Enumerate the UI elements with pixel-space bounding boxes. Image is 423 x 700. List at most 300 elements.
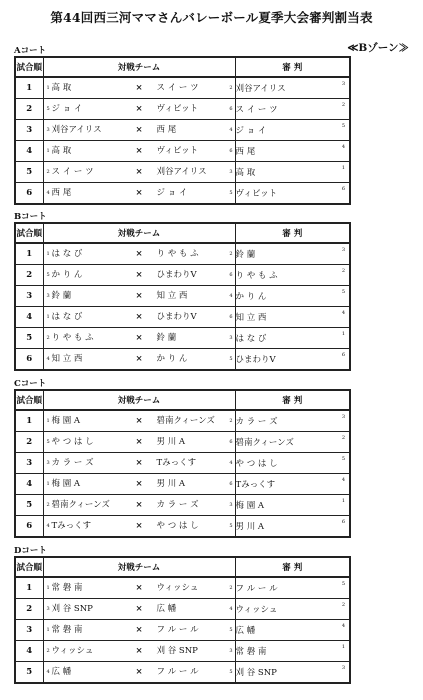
referee-name: 西 尾 — [235, 147, 256, 157]
referee-number: 1 — [341, 644, 345, 650]
team-b-number: 5 — [229, 669, 233, 675]
team-a-name: Tみっくす — [51, 521, 92, 531]
team-a-name: は な び — [51, 249, 83, 259]
match-cell — [43, 577, 235, 599]
table-row — [15, 641, 350, 662]
match-cell — [43, 99, 235, 120]
team-a-number: 1 — [46, 314, 50, 320]
referee-name: 高 取 — [235, 168, 256, 178]
team-b — [156, 432, 233, 452]
team-b-name: 碧南クィーンズ — [156, 416, 215, 426]
table-header-row — [15, 390, 350, 410]
team-b-name: や つ は し — [156, 521, 199, 531]
team-b-number: 3 — [229, 335, 233, 341]
vs-mark: × — [135, 270, 143, 280]
referee-number: 3 — [341, 247, 345, 253]
team-a-name: ス イ ー ツ — [51, 167, 94, 177]
table-header-row — [15, 57, 350, 77]
team-b-name: フ ル ー ル — [156, 625, 199, 635]
match-order: 1 — [15, 577, 43, 599]
court-table — [14, 56, 351, 205]
team-b-number: 3 — [229, 502, 233, 508]
referee-number: 4 — [341, 477, 345, 483]
match-order: 4 — [15, 141, 43, 162]
team-a-number: 5 — [46, 272, 50, 278]
team-a-number: 3 — [46, 606, 50, 612]
match-order: 5 — [15, 495, 43, 516]
referee-number: 3 — [341, 665, 345, 671]
referee-number: 2 — [341, 435, 345, 441]
team-a-name: カ ラ ー ズ — [51, 458, 94, 468]
referee-cell — [235, 620, 350, 641]
header-match: 対戦チーム — [43, 57, 235, 77]
referee-cell — [235, 495, 350, 516]
referee-cell — [235, 243, 350, 265]
team-a-name: ウィッシュ — [51, 646, 94, 656]
match-order: 4 — [15, 474, 43, 495]
header-referee: 審 判 — [235, 557, 350, 577]
court-label: Cコート — [14, 379, 47, 389]
referee-name: 刈 谷 SNP — [235, 668, 277, 678]
match-order: 3 — [15, 286, 43, 307]
team-b — [156, 578, 233, 598]
team-b-name: カ ラ ー ズ — [156, 500, 199, 510]
match-cell — [43, 328, 235, 349]
match-cell — [43, 77, 235, 99]
match-cell — [43, 243, 235, 265]
referee-number: 5 — [341, 289, 345, 295]
referee-number: 6 — [341, 352, 345, 358]
referee-number: 4 — [341, 623, 345, 629]
page-title: 第44回西三河ママさんバレーボール夏季大会審判割当表 — [50, 10, 373, 25]
referee-name: カ ラ ー ズ — [235, 417, 278, 427]
vs-mark: × — [135, 479, 143, 489]
referee-cell — [235, 641, 350, 662]
team-b-number: 5 — [229, 627, 233, 633]
referee-cell — [235, 286, 350, 307]
team-a-number: 4 — [46, 356, 50, 362]
table-row — [15, 516, 350, 538]
court-table — [14, 222, 351, 371]
team-b-name: ヴィビット — [156, 104, 199, 114]
team-b-number: 2 — [229, 585, 233, 591]
vs-mark: × — [135, 583, 143, 593]
team-a-number: 5 — [46, 439, 50, 445]
referee-number: 2 — [341, 268, 345, 274]
referee-number: 1 — [341, 331, 345, 337]
match-order: 1 — [15, 243, 43, 265]
team-a-name: 刈 谷 SNP — [51, 604, 93, 614]
referee-name: Tみっくす — [235, 480, 276, 490]
team-b — [156, 141, 233, 161]
vs-mark: × — [135, 333, 143, 343]
table-header-row — [15, 223, 350, 243]
zone-label: ≪Bゾーン≫ — [347, 42, 409, 54]
referee-number: 6 — [341, 186, 345, 192]
referee-name: り や も ふ — [235, 271, 278, 281]
table-row — [15, 495, 350, 516]
table-row — [15, 243, 350, 265]
match-cell — [43, 516, 235, 538]
referee-name: 梅 園 A — [235, 501, 265, 511]
referee-name: ヴィビット — [235, 189, 278, 199]
match-cell — [43, 620, 235, 641]
match-order: 3 — [15, 620, 43, 641]
team-a-number: 1 — [46, 148, 50, 154]
team-b — [156, 183, 233, 203]
referee-number: 5 — [341, 123, 345, 129]
team-b — [156, 495, 233, 515]
match-cell — [43, 183, 235, 205]
team-b-name: 刈 谷 SNP — [156, 646, 198, 656]
team-b — [156, 662, 233, 682]
vs-mark: × — [135, 521, 143, 531]
team-b-number: 2 — [229, 85, 233, 91]
team-a-name: か り ん — [51, 270, 83, 280]
table-header-row — [15, 557, 350, 577]
referee-cell — [235, 307, 350, 328]
team-b-number: 3 — [229, 169, 233, 175]
team-a-number: 2 — [46, 169, 50, 175]
team-a-number: 1 — [46, 627, 50, 633]
team-b-name: 知 立 西 — [156, 291, 188, 301]
team-a-name: 梅 園 A — [51, 416, 81, 426]
team-a-number: 3 — [46, 293, 50, 299]
team-a-number: 1 — [46, 418, 50, 424]
team-a-number: 5 — [46, 106, 50, 112]
team-b-name: 鈴 蘭 — [156, 333, 177, 343]
referee-name: 鈴 蘭 — [235, 250, 256, 260]
court-label: Aコート — [14, 46, 47, 56]
team-b-number: 6 — [229, 148, 233, 154]
match-order: 3 — [15, 453, 43, 474]
table-row — [15, 410, 350, 432]
table-row — [15, 120, 350, 141]
match-order: 5 — [15, 662, 43, 684]
team-b-name: 西 尾 — [156, 125, 177, 135]
team-b-number: 4 — [229, 293, 233, 299]
team-b — [156, 620, 233, 640]
table-row — [15, 599, 350, 620]
vs-mark: × — [135, 146, 143, 156]
referee-cell — [235, 183, 350, 205]
referee-cell — [235, 141, 350, 162]
header-match: 対戦チーム — [43, 390, 235, 410]
referee-name: 常 磐 南 — [235, 647, 267, 657]
team-b-number: 6 — [229, 481, 233, 487]
match-order: 4 — [15, 641, 43, 662]
team-a-name: 常 磐 南 — [51, 625, 83, 635]
match-order: 6 — [15, 183, 43, 205]
referee-cell — [235, 474, 350, 495]
team-b-name: ジ ョ イ — [156, 188, 188, 198]
table-row — [15, 577, 350, 599]
referee-cell — [235, 432, 350, 453]
referee-number: 5 — [341, 581, 345, 587]
team-a-number: 1 — [46, 481, 50, 487]
vs-mark: × — [135, 604, 143, 614]
team-b-number: 2 — [229, 251, 233, 257]
team-b — [156, 78, 233, 98]
vs-mark: × — [135, 188, 143, 198]
referee-name: ス イ ー ツ — [235, 105, 278, 115]
vs-mark: × — [135, 458, 143, 468]
team-a-name: 碧南クィーンズ — [51, 500, 110, 510]
team-a-name: り や も ふ — [51, 333, 94, 343]
team-b-name: ス イ ー ツ — [156, 83, 199, 93]
court-label: Dコート — [14, 546, 47, 556]
header-order: 試合順 — [15, 557, 43, 577]
team-a-number: 3 — [46, 127, 50, 133]
match-cell — [43, 641, 235, 662]
vs-mark: × — [135, 625, 143, 635]
team-b — [156, 328, 233, 348]
match-order: 1 — [15, 77, 43, 99]
vs-mark: × — [135, 646, 143, 656]
team-b-name: 男 川 A — [156, 479, 186, 489]
referee-cell — [235, 410, 350, 432]
team-a-number: 4 — [46, 669, 50, 675]
team-b — [156, 265, 233, 285]
team-b — [156, 641, 233, 661]
referee-number: 3 — [341, 81, 345, 87]
team-a-number: 2 — [46, 648, 50, 654]
referee-cell — [235, 577, 350, 599]
referee-cell — [235, 120, 350, 141]
referee-cell — [235, 453, 350, 474]
match-cell — [43, 662, 235, 684]
team-a-name: 西 尾 — [51, 188, 72, 198]
referee-name: 知 立 西 — [235, 313, 267, 323]
referee-name: ジ ョ イ — [235, 126, 267, 136]
team-b-number: 5 — [229, 523, 233, 529]
match-order: 2 — [15, 432, 43, 453]
team-b-name: り や も ふ — [156, 249, 199, 259]
header-match: 対戦チーム — [43, 223, 235, 243]
team-a-number: 3 — [46, 460, 50, 466]
referee-name: 碧南クィーンズ — [235, 438, 294, 448]
team-b-name: ヴィビット — [156, 146, 199, 156]
table-row — [15, 453, 350, 474]
match-order: 1 — [15, 410, 43, 432]
referee-cell — [235, 349, 350, 371]
team-a-name: 梅 園 A — [51, 479, 81, 489]
table-row — [15, 328, 350, 349]
match-order: 2 — [15, 265, 43, 286]
table-row — [15, 432, 350, 453]
table-row — [15, 162, 350, 183]
table-row — [15, 474, 350, 495]
match-cell — [43, 453, 235, 474]
referee-number: 3 — [341, 414, 345, 420]
vs-mark: × — [135, 291, 143, 301]
vs-mark: × — [135, 104, 143, 114]
referee-cell — [235, 662, 350, 684]
team-b-number: 2 — [229, 418, 233, 424]
match-cell — [43, 162, 235, 183]
team-a-number: 1 — [46, 85, 50, 91]
team-b — [156, 349, 233, 369]
referee-cell — [235, 599, 350, 620]
referee-name: 刈谷アイリス — [235, 84, 286, 94]
team-a-number: 4 — [46, 190, 50, 196]
team-a-name: は な び — [51, 312, 83, 322]
referee-number: 4 — [341, 310, 345, 316]
vs-mark: × — [135, 249, 143, 259]
team-a-name: 知 立 西 — [51, 354, 83, 364]
team-b — [156, 162, 233, 182]
match-order: 6 — [15, 349, 43, 371]
match-cell — [43, 141, 235, 162]
team-b — [156, 453, 233, 473]
referee-number: 5 — [341, 456, 345, 462]
match-cell — [43, 432, 235, 453]
team-b — [156, 516, 233, 536]
team-b-number: 6 — [229, 106, 233, 112]
team-b-name: ひまわりV — [156, 270, 197, 280]
team-b-name: フ ル ー ル — [156, 667, 199, 677]
team-b — [156, 120, 233, 140]
team-a-number: 1 — [46, 251, 50, 257]
header-order: 試合順 — [15, 223, 43, 243]
team-b — [156, 411, 233, 431]
referee-cell — [235, 162, 350, 183]
vs-mark: × — [135, 312, 143, 322]
match-cell — [43, 410, 235, 432]
team-b — [156, 286, 233, 306]
match-order: 3 — [15, 120, 43, 141]
court-label: Bコート — [14, 212, 47, 222]
team-b-number: 4 — [229, 460, 233, 466]
table-row — [15, 265, 350, 286]
referee-cell — [235, 328, 350, 349]
match-cell — [43, 474, 235, 495]
table-row — [15, 620, 350, 641]
referee-cell — [235, 516, 350, 538]
referee-number: 2 — [341, 102, 345, 108]
table-row — [15, 349, 350, 371]
referee-cell — [235, 265, 350, 286]
vs-mark: × — [135, 500, 143, 510]
vs-mark: × — [135, 437, 143, 447]
team-b — [156, 99, 233, 119]
header-order: 試合順 — [15, 390, 43, 410]
match-order: 2 — [15, 599, 43, 620]
team-a-name: 高 取 — [51, 83, 72, 93]
team-b-name: 刈谷アイリス — [156, 167, 207, 177]
team-b-name: 男 川 A — [156, 437, 186, 447]
team-b-name: Tみっくす — [156, 458, 197, 468]
match-cell — [43, 120, 235, 141]
referee-cell — [235, 99, 350, 120]
match-order: 4 — [15, 307, 43, 328]
header-referee: 審 判 — [235, 57, 350, 77]
team-b-number: 6 — [229, 314, 233, 320]
team-a-number: 2 — [46, 502, 50, 508]
match-order: 6 — [15, 516, 43, 538]
match-cell — [43, 286, 235, 307]
team-b-name: ウィッシュ — [156, 583, 199, 593]
table-row — [15, 77, 350, 99]
match-cell — [43, 349, 235, 371]
team-a-number: 2 — [46, 335, 50, 341]
match-cell — [43, 599, 235, 620]
header-order: 試合順 — [15, 57, 43, 77]
table-row — [15, 141, 350, 162]
match-order: 5 — [15, 328, 43, 349]
table-row — [15, 286, 350, 307]
team-b — [156, 307, 233, 327]
referee-cell — [235, 77, 350, 99]
vs-mark: × — [135, 125, 143, 135]
referee-name: ひまわりV — [235, 355, 276, 365]
match-order: 2 — [15, 99, 43, 120]
referee-number: 1 — [341, 165, 345, 171]
court-table — [14, 556, 351, 684]
referee-number: 6 — [341, 519, 345, 525]
vs-mark: × — [135, 167, 143, 177]
table-row — [15, 662, 350, 684]
team-a-name: 鈴 蘭 — [51, 291, 72, 301]
header-referee: 審 判 — [235, 223, 350, 243]
match-order: 5 — [15, 162, 43, 183]
team-a-name: 刈谷アイリス — [51, 125, 102, 135]
team-a-number: 1 — [46, 585, 50, 591]
team-b-number: 5 — [229, 356, 233, 362]
match-cell — [43, 307, 235, 328]
referee-name: ウィッシュ — [235, 605, 278, 615]
team-b-name: ひまわりV — [156, 312, 197, 322]
referee-name: や つ は し — [235, 459, 278, 469]
vs-mark: × — [135, 83, 143, 93]
team-b — [156, 474, 233, 494]
team-b — [156, 599, 233, 619]
team-a-name: ジ ョ イ — [51, 104, 83, 114]
header-referee: 審 判 — [235, 390, 350, 410]
team-a-name: 高 取 — [51, 146, 72, 156]
team-a-name: 広 幡 — [51, 667, 72, 677]
referee-number: 4 — [341, 144, 345, 150]
team-b-number: 6 — [229, 272, 233, 278]
referee-name: は な び — [235, 334, 267, 344]
vs-mark: × — [135, 667, 143, 677]
header-match: 対戦チーム — [43, 557, 235, 577]
team-b-number: 5 — [229, 190, 233, 196]
match-cell — [43, 265, 235, 286]
referee-number: 1 — [341, 498, 345, 504]
vs-mark: × — [135, 416, 143, 426]
team-a-name: や つ は し — [51, 437, 94, 447]
team-b-number: 6 — [229, 439, 233, 445]
team-b-name: か り ん — [156, 354, 188, 364]
table-row — [15, 99, 350, 120]
team-b-name: 広 幡 — [156, 604, 177, 614]
team-b — [156, 244, 233, 264]
vs-mark: × — [135, 354, 143, 364]
referee-number: 2 — [341, 602, 345, 608]
table-row — [15, 183, 350, 205]
team-a-number: 4 — [46, 523, 50, 529]
team-a-name: 常 磐 南 — [51, 583, 83, 593]
referee-name: 広 幡 — [235, 626, 256, 636]
referee-name: か り ん — [235, 292, 267, 302]
court-table — [14, 389, 351, 538]
referee-name: フ ル ー ル — [235, 584, 278, 594]
team-b-number: 3 — [229, 648, 233, 654]
team-b-number: 4 — [229, 127, 233, 133]
team-b-number: 4 — [229, 606, 233, 612]
match-cell — [43, 495, 235, 516]
